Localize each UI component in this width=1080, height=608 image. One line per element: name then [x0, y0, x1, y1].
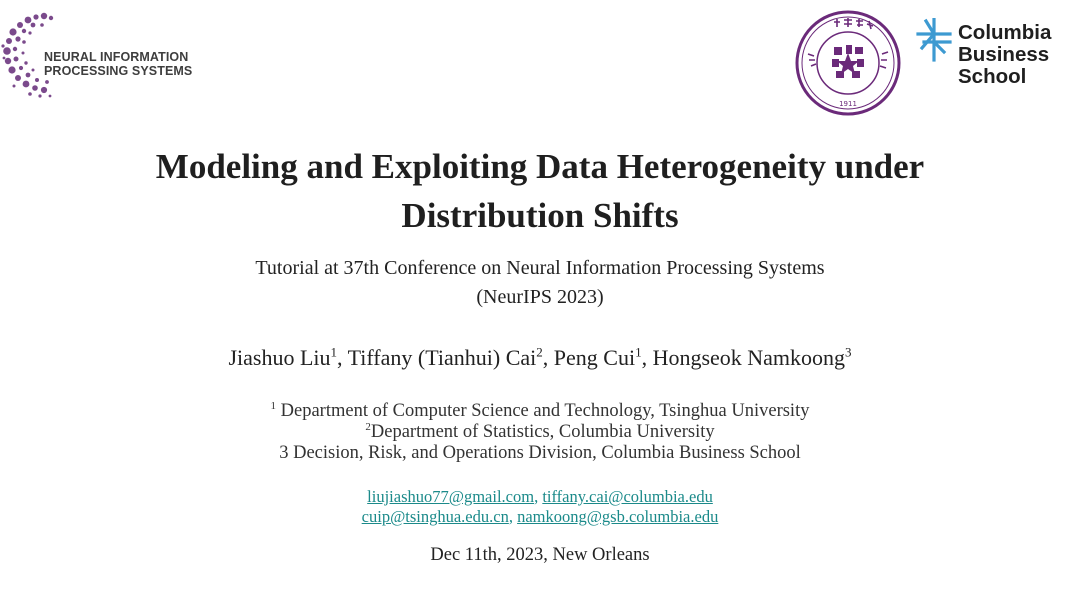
- tsinghua-university-seal: [794, 9, 902, 117]
- affiliation-text: 3 Decision, Risk, and Operations Division, Columbia Business School: [279, 443, 801, 463]
- neurips-logo: [0, 8, 230, 103]
- author-name: , Peng Cui: [542, 345, 636, 370]
- contact-emails: [40, 487, 1040, 527]
- slide-title: [40, 142, 1040, 240]
- svg-text:1911: 1911: [839, 100, 857, 108]
- author-name: Jiashuo Liu: [228, 345, 331, 370]
- affiliation-item: [40, 443, 1040, 464]
- title-line-2: Distribution Shifts: [401, 196, 679, 235]
- author-name: , Hongseok Namkoong: [641, 345, 846, 370]
- affiliation-item: [40, 401, 1040, 422]
- email-separator: ,: [534, 487, 543, 506]
- neurips-line-2: PROCESSING SYSTEMS: [44, 64, 193, 78]
- affiliation-item: [40, 422, 1040, 443]
- slide-subtitle: [40, 254, 1040, 312]
- affiliation-list: [40, 401, 1040, 464]
- subtitle-line-2: (NeurIPS 2023): [476, 286, 604, 308]
- author-affiliation-mark: 1: [635, 344, 642, 360]
- neurips-wordmark: [44, 50, 192, 78]
- author-affiliation-mark: 3: [845, 344, 852, 360]
- affiliation-text: Department of Statistics, Columbia University: [370, 422, 715, 442]
- email-row: [40, 507, 1040, 527]
- affiliation-mark: 1: [270, 399, 277, 412]
- columbia-wordmark: [958, 22, 1051, 88]
- columbia-crown-mark-icon: [914, 18, 954, 62]
- author-affiliation-mark: 2: [536, 344, 543, 360]
- event-date-location: Dec 11th, 2023, New Orleans: [430, 545, 650, 565]
- author-affiliation-mark: 1: [330, 344, 337, 360]
- affiliation-text: Department of Computer Science and Technology, Tsinghua University: [276, 401, 810, 421]
- columbia-business-school-logo: [914, 16, 1074, 96]
- neurips-line-1: NEURAL INFORMATION: [44, 50, 189, 64]
- affiliation-mark: 2: [365, 420, 371, 433]
- email-row: [40, 487, 1040, 507]
- email-link-cai[interactable]: tiffany.cai@columbia.edu: [542, 487, 713, 506]
- email-link-cui[interactable]: cuip@tsinghua.edu.cn: [361, 507, 509, 526]
- email-link-namkoong[interactable]: namkoong@gsb.columbia.edu: [517, 507, 719, 526]
- email-separator: ,: [508, 507, 518, 526]
- subtitle-line-1: Tutorial at 37th Conference on Neural Information Processing Systems: [255, 257, 825, 279]
- columbia-line-3: School: [958, 65, 1027, 88]
- email-link-liu[interactable]: liujiashuo77@gmail.com: [367, 487, 535, 506]
- title-line-1: Modeling and Exploiting Data Heterogeneity under: [155, 147, 925, 186]
- author-name: , Tiffany (Tianhui) Cai: [337, 345, 537, 370]
- columbia-line-1: Columbia: [958, 21, 1052, 44]
- columbia-line-2: Business: [958, 43, 1050, 66]
- author-list: [40, 343, 1040, 373]
